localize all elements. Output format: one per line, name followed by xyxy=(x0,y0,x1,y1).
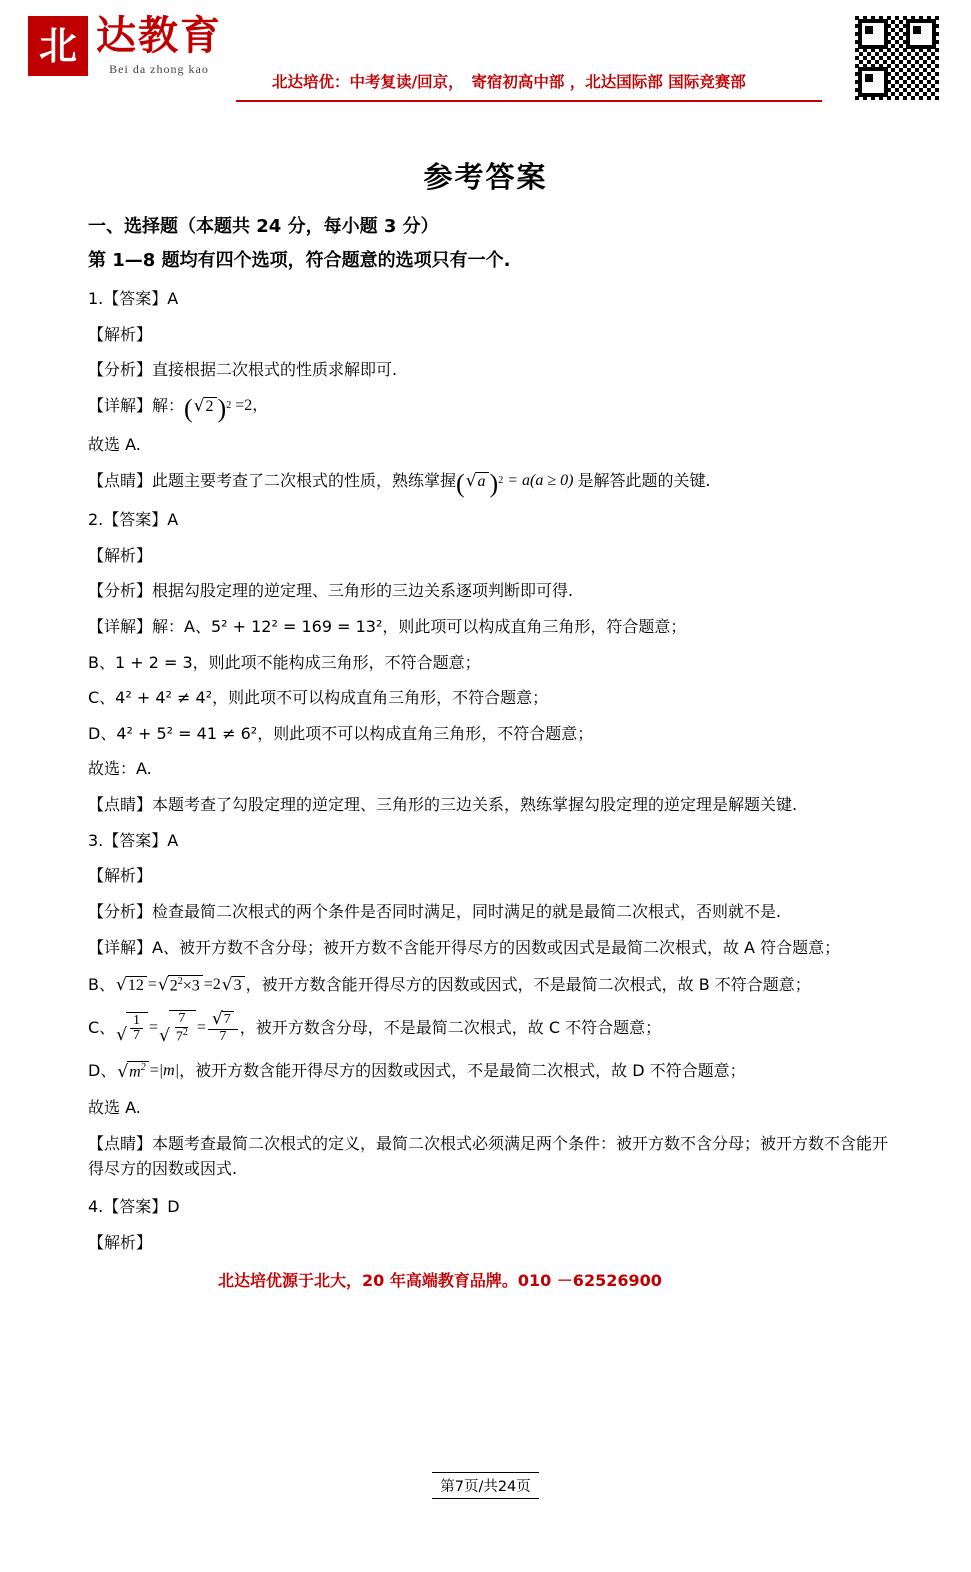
qr-code-icon xyxy=(855,16,939,100)
sqrt-3: √ 3 xyxy=(222,976,245,994)
abs-m: |m| xyxy=(158,1062,180,1080)
equals-sign: = xyxy=(149,1062,159,1080)
q3-jiexi-label: 【解析】 xyxy=(88,866,153,886)
logo-pinyin: Bei da zhong kao xyxy=(109,62,209,76)
sqrt-a: √ a xyxy=(466,472,489,490)
q2-dianjing: 【点睛】本题考查了勾股定理的逆定理、三角形的三边关系，熟练掌握勾股定理的逆定理是解题关键. xyxy=(88,794,798,814)
q1-xiangjie-label: 【详解】解： xyxy=(88,396,185,416)
header-slogan: 北达培优：中考复读/回京， 寄宿初高中部 ，北达国际部 国际竞赛部 xyxy=(272,73,746,91)
paren-open: ( xyxy=(184,393,193,423)
page-number: 第7页/共24页 xyxy=(432,1472,539,1499)
q1-jiexi-label: 【解析】 xyxy=(88,324,153,344)
equals-sign: = xyxy=(149,1018,159,1036)
q2-option-d: D、4² + 5² = 41 ≠ 6²，则此项不可以构成直角三角形，不符合题意； xyxy=(88,723,594,743)
page-footer xyxy=(0,1472,971,1499)
header-divider xyxy=(236,100,822,102)
exponent-2: 2 xyxy=(226,400,232,412)
q1-dianjing-post: 是解答此题的关键. xyxy=(577,471,711,491)
q3-option-c-pre: C、 xyxy=(88,1017,116,1037)
logo-name: 达教育 xyxy=(96,13,222,59)
q3-option-d xyxy=(88,1061,888,1080)
q2-guxuan: 故选：A. xyxy=(88,759,152,779)
sqrt-seven-over-seven-squared: √ $\frac{7}{7^2}$ xyxy=(159,1010,196,1045)
sqrt-one-seventh: √ $\frac{1}{7}$ xyxy=(116,1012,148,1044)
q1-dianjing-pre: 【点睛】此题主要考查了二次根式的性质，熟练掌握 xyxy=(88,471,457,491)
exponent-2: 2 xyxy=(498,475,504,487)
q3-option-b-post: ，被开方数含能开得尽方的因数或因式，不是最简二次根式，故 B 不符合题意； xyxy=(245,974,811,994)
logo xyxy=(28,13,222,77)
q2-option-b: B、1 + 2 = 3，则此项不能构成三角形，不符合题意； xyxy=(88,652,481,672)
equals-sign-2: =2 xyxy=(203,975,221,993)
q1-fenxi: 【分析】直接根据二次根式的性质求解即可. xyxy=(88,360,398,380)
q3-option-b xyxy=(88,975,888,994)
q3-option-c xyxy=(88,1010,888,1045)
q1-dianjing xyxy=(88,468,888,498)
q1-xiangjie xyxy=(88,393,888,423)
sqrt-12: √ 12 xyxy=(116,976,147,994)
q2-option-c: C、4² + 4² ≠ 4²，则此项不可以构成直角三角形，不符合题意； xyxy=(88,688,549,708)
frac-sqrt7-over-7: √ 7 7 xyxy=(208,1011,238,1044)
q2-answer: 2.【答案】A xyxy=(88,510,179,530)
answer-body xyxy=(88,218,888,1267)
q2-jiexi-label: 【解析】 xyxy=(88,545,153,565)
paren-close: ) xyxy=(217,393,227,423)
q2-fenxi: 【分析】根据勾股定理的逆定理、三角形的三边关系逐项判断即可得. xyxy=(88,581,574,601)
q4-answer: 4.【答案】D xyxy=(88,1196,180,1216)
q3-option-b-pre: B、 xyxy=(88,974,115,994)
q1-guxuan: 故选 A. xyxy=(88,435,141,455)
q1-answer: 1.【答案】A xyxy=(88,289,179,308)
q3-option-d-pre: D、 xyxy=(88,1061,117,1081)
sqrt-2: √ 2 xyxy=(194,397,217,415)
equals-sign-2: = xyxy=(196,1018,206,1036)
q3-option-d-post: ，被开方数含能开得尽方的因数或因式，不是最简二次根式，故 D 不符合题意； xyxy=(179,1061,746,1081)
q3-dianjing: 【点睛】本题考查最简二次根式的定义，最简二次根式必须满足两个条件：被开方数不含分母；被开方数不含能开得尽方的因数或因式. xyxy=(88,1134,889,1179)
sqrt-m-squared: √ $m^2$ xyxy=(117,1061,148,1080)
page-header xyxy=(0,8,971,108)
q3-guxuan: 故选 A. xyxy=(88,1097,141,1117)
equals-sign: = xyxy=(147,975,157,993)
page-title: 参考答案 xyxy=(423,160,548,194)
q3-fenxi: 【分析】检查最简二次根式的两个条件是否同时满足，同时满足的就是最简二次根式，否则就不是. xyxy=(88,901,782,921)
formula-tail: = a(a ≥ 0) xyxy=(503,472,578,490)
equals-two: =2， xyxy=(231,397,269,415)
promo-banner: 北达培优源于北大，20 年高端教育品牌。010 －62526900 xyxy=(218,1271,662,1290)
section-subheading: 第 1—8 题均有四个选项，符合题意的选项只有一个. xyxy=(88,250,511,271)
q2-option-a: 【详解】解：A、5² + 12² = 169 = 13²，则此项可以构成直角三角形，符合题意； xyxy=(88,616,687,636)
sqrt-2sq-times-3: √ $2^2\times 3$ xyxy=(158,975,203,994)
q3-option-a: 【详解】A、被开方数不含分母；被开方数不含能开得尽方的因数或因式是最简二次根式，故 A 符合题意； xyxy=(88,938,841,958)
paren-open: ( xyxy=(456,468,465,498)
logo-mark: 北 xyxy=(28,16,88,76)
q3-answer: 3.【答案】A xyxy=(88,830,179,850)
section-heading: 一、选择题（本题共 24 分，每小题 3 分） xyxy=(88,216,439,237)
logo-text xyxy=(96,14,222,77)
q3-option-c-post: ，被开方数含分母，不是最简二次根式，故 C 不符合题意； xyxy=(239,1017,662,1037)
paren-close: ) xyxy=(489,468,499,498)
q4-jiexi-label: 【解析】 xyxy=(88,1232,153,1252)
